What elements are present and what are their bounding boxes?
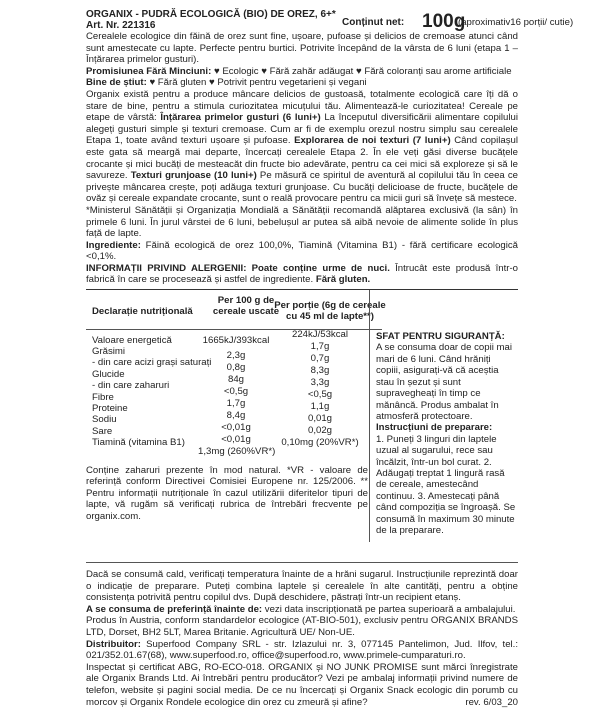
row-value-100g: <0,01g bbox=[221, 434, 251, 446]
net-content-label: Conținut net: bbox=[342, 17, 405, 28]
allergens-gluten-free: Fără gluten. bbox=[313, 274, 371, 286]
row-value-100g: <0,01g bbox=[221, 422, 251, 434]
row-value-portion: 0,01g bbox=[307, 413, 332, 425]
label-page bbox=[86, 9, 574, 708]
row-label: Fibre bbox=[92, 392, 114, 404]
row-value-portion: 0,10mg (20%VR*) bbox=[281, 437, 359, 449]
product-title: ORGANIX - PUDRĂ ECOLOGICĂ (BIO) DE OREZ, 6+* bbox=[86, 9, 336, 20]
ingredients-line bbox=[86, 240, 518, 263]
story-paragraph bbox=[86, 89, 518, 205]
distributor-label: Distribuitor: bbox=[86, 638, 141, 650]
row-value-100g: 1,3mg (260%VR*) bbox=[198, 446, 276, 458]
best-before-label: A se consuma de preferință înainte de: bbox=[86, 603, 263, 615]
row-label: - din care acizi grași saturați bbox=[92, 357, 212, 369]
promise-items: ♥ Ecologic ♥ Fără zahăr adăugat ♥ Fără coloranți sau arome artificiale bbox=[213, 65, 512, 77]
stage2-title: Explorarea de noi texturi (7 luni+) bbox=[290, 135, 451, 147]
row-value-portion: 3,3g bbox=[310, 377, 330, 389]
nutrition-col-portion: Per porție (6g de cereale cu 45 ml de lapte**) bbox=[274, 300, 386, 323]
bottom-usage: Dacă se consumă cald, verificați temperatura înainte de a hrăni sugarul. Instrucțiunile reprezintă doar o indicație de preparare. Puteți combina laptele și cerealele în alte cantități, pentru a obține consistența potrivită pentru copilul dvs. După deschidere, păstrați într-un recipient etanș. bbox=[86, 569, 518, 604]
safety-text: A se consuma doar de copii mai mari de 6 luni. Când hrăniți copiii, asigurați-vă că aceștia stau în șezut și sunt supravegheați în timp ce mănâncă. Produs ambalat în atmosferă protectoare. bbox=[376, 342, 512, 422]
who-note: *Ministerul Sănătății și Organizația Mondială a Sănătății recomandă alăptarea exclusivă (la sân) în primele 6 luni. În jurul vârstei de 6 luni, bebelușul ar putea să aibă nevoie de alimente solide în plus față de lapte. bbox=[86, 204, 518, 240]
prep-text: 1. Puneți 3 linguri din laptele uzual al sugarului, rece sau încălzit, într-un bol curat. 2. Adăugați treptat 1 lingură rasă de cereale, amestecând continuu. 3. Amestecați până când compoziția se îngroașă. Se consumă în maximum 30 minute de la preparare. bbox=[376, 433, 516, 536]
promise-line bbox=[86, 66, 518, 78]
row-label: - din care zaharuri bbox=[92, 380, 170, 392]
ingredients-label: Ingrediente: bbox=[86, 239, 141, 251]
best-before-line bbox=[86, 604, 518, 616]
distributor-text: Superfood Company SRL - str. Izlazului nr. 3, 077145 Pantelimon, Jud. Ilfov, tel.: 021/352.01.67(68), www.superfood.ro, office@superfood.ro, www.primele-cumparaturi.ro. bbox=[86, 638, 518, 662]
row-value-100g: 0,8g bbox=[226, 362, 246, 374]
ingredients-text: Făină ecologică de orez 100,0%, Tiamină (Vitamina B1) - fără certificare ecologică <0,1%. bbox=[86, 239, 518, 263]
best-before-text: vezi data inscripționată pe partea superioară a ambalajului. bbox=[262, 603, 516, 615]
good-to-know-items: ♥ Fără gluten ♥ Potrivit pentru vegetarieni și vegani bbox=[149, 77, 367, 89]
row-label: Grăsimi bbox=[92, 346, 126, 358]
row-value-portion: <0,5g bbox=[307, 389, 333, 401]
stage1-title: Înțărarea primelor gusturi (6 luni+) bbox=[160, 112, 321, 124]
vertical-divider bbox=[369, 290, 370, 542]
row-value-100g: 2,3g bbox=[226, 350, 246, 362]
nutrition-section bbox=[86, 290, 518, 562]
row-value-100g: 8,4g bbox=[226, 410, 246, 422]
story-intro: Organix există pentru a produce mâncare delicios de gustoasă, totalmente ecologică care îți dă o stare de bine, pentru a stimula curiozitatea micuțului tău. Alimentează-le curiozitatea! Cereale pe etape de vârstă: bbox=[86, 88, 518, 124]
allergens-text: Întrucât este produsă într-o fabrică în care se procesează și astfel de ingrediente. bbox=[86, 262, 518, 286]
row-value-100g: <0,5g bbox=[223, 386, 249, 398]
row-label: Glucide bbox=[92, 369, 125, 381]
stage2-text: Când copilașul este gata să meargă mai departe, încercați cerealele Etapa 2. În ele veți găsi diverse bucățele crocante și mici bucăți de mesteacăt din fructe bio adevărate, pentru ca cei mici să exploreze și să le savureze. bbox=[86, 135, 519, 182]
safety-panel bbox=[376, 331, 516, 536]
allergens-label: INFORMAȚII PRIVIND ALERGENII: Poate conține urme de nuci. bbox=[86, 262, 390, 274]
good-to-know-line bbox=[86, 77, 518, 89]
promise-label: Promisiunea Fără Minciuni: bbox=[86, 65, 212, 77]
row-value-100g: 84g bbox=[227, 374, 244, 386]
revision-code: rev. 6/03_20 bbox=[465, 696, 518, 708]
divider bbox=[86, 562, 518, 563]
stage1-text: La începutul diversificării alimentare copilului alegeți gusturi simple și texturi cremoase. Cum ar fi de exemplu orezul nostru simplu sau cerealele Etapa 1, toate având texturi ușoare și pufoase. bbox=[86, 112, 518, 147]
row-label: Valoare energetică bbox=[92, 335, 172, 347]
net-content-value: 100g bbox=[422, 11, 466, 32]
allergens-line bbox=[86, 263, 518, 286]
distributor-line bbox=[86, 639, 518, 662]
certification-text: Inspectat și certificat ABG, RO-ECO-018. ORGANIX și NO JUNK PROMISE sunt mărci înregistrate ale Organix Brands Ltd. Ai întrebări pentru producător? Vezi pe ambalaj informații privind numere de telefon, website și pagini social media. De ce nu încercați și Organix Snack ecologic din porumb cu morcov și Organix Rondele ecologice din orez cu zmeură și afine? bbox=[86, 661, 518, 708]
row-value-100g: 1,7g bbox=[226, 398, 246, 410]
row-value-100g: 1665kJ/393kcal bbox=[202, 335, 270, 347]
row-label: Sare bbox=[92, 426, 113, 438]
producer-info: Produs în Austria, conform standardelor ecologice (AT-BIO-501), exclusiv pentru ORGANIX BRANDS LTD, Dorset, BH2 5LT, Marea Britanie. Agricultură UE/ Non-UE. bbox=[86, 615, 518, 639]
row-value-portion: 0,02g bbox=[307, 425, 332, 437]
row-value-portion: 1,1g bbox=[310, 401, 330, 413]
row-label: Proteine bbox=[92, 403, 128, 415]
row-value-portion: 1,7g bbox=[310, 341, 330, 353]
product-description: Cerealele ecologice din făină de orez sunt fine, ușoare, pufoase și delicios de cremoase atunci când sunt amestecate cu lapte. Perfecte pentru burtici. Potrivite începând de la vârsta de 6 luni (etapa 1 – Înțărarea primelor gusturi). bbox=[86, 31, 518, 66]
nutrition-footnote: Conține zaharuri prezente în mod natural. *VR - valoare de referință conform Directivei Comisiei Europene nr. 125/2006. ** Pentru informații nutriționale în cazul utilizării diferitelor tipuri de lapte, vă rugăm să verificați rubrica de întrebări frecvente pe organix.com. bbox=[86, 465, 368, 522]
stage3-text: Pe măsură ce spiritul de aventură al copilului tău în ceea ce privește mâncarea crește, poți adăuga texturi grunjoase. Cu bucăți delicioase de fructe, bucățele de ovăz și cereale expandate crocante, sunt o reală provocare pentru ca micii guri să învețe să mestece. bbox=[86, 170, 518, 205]
bottom-section bbox=[86, 569, 518, 708]
article-number: Art. Nr. 221316 bbox=[86, 20, 156, 31]
row-value-portion: 8,3g bbox=[310, 365, 330, 377]
nutrition-col-100g: Per 100 g de cereale uscate bbox=[212, 295, 280, 318]
row-label: Tiamină (vitamina B1) bbox=[92, 437, 185, 449]
nutrition-col-label: Declarație nutrițională bbox=[92, 306, 193, 318]
stage3-title: Texturi grunjoase (10 luni+) bbox=[127, 170, 257, 182]
row-value-portion: 224kJ/53kcal bbox=[292, 329, 348, 341]
prep-title: Instrucțiuni de preparare: bbox=[376, 422, 493, 434]
row-value-portion: 0,7g bbox=[310, 353, 330, 365]
safety-title: SFAT PENTRU SIGURANȚĂ: bbox=[376, 331, 505, 343]
product-header bbox=[86, 9, 574, 32]
good-to-know-label: Bine de știut: bbox=[86, 77, 147, 89]
row-label: Sodiu bbox=[92, 414, 117, 426]
net-content-portions: (aproximativ16 porții/ cutie) bbox=[458, 17, 574, 28]
certification-info bbox=[86, 662, 518, 708]
